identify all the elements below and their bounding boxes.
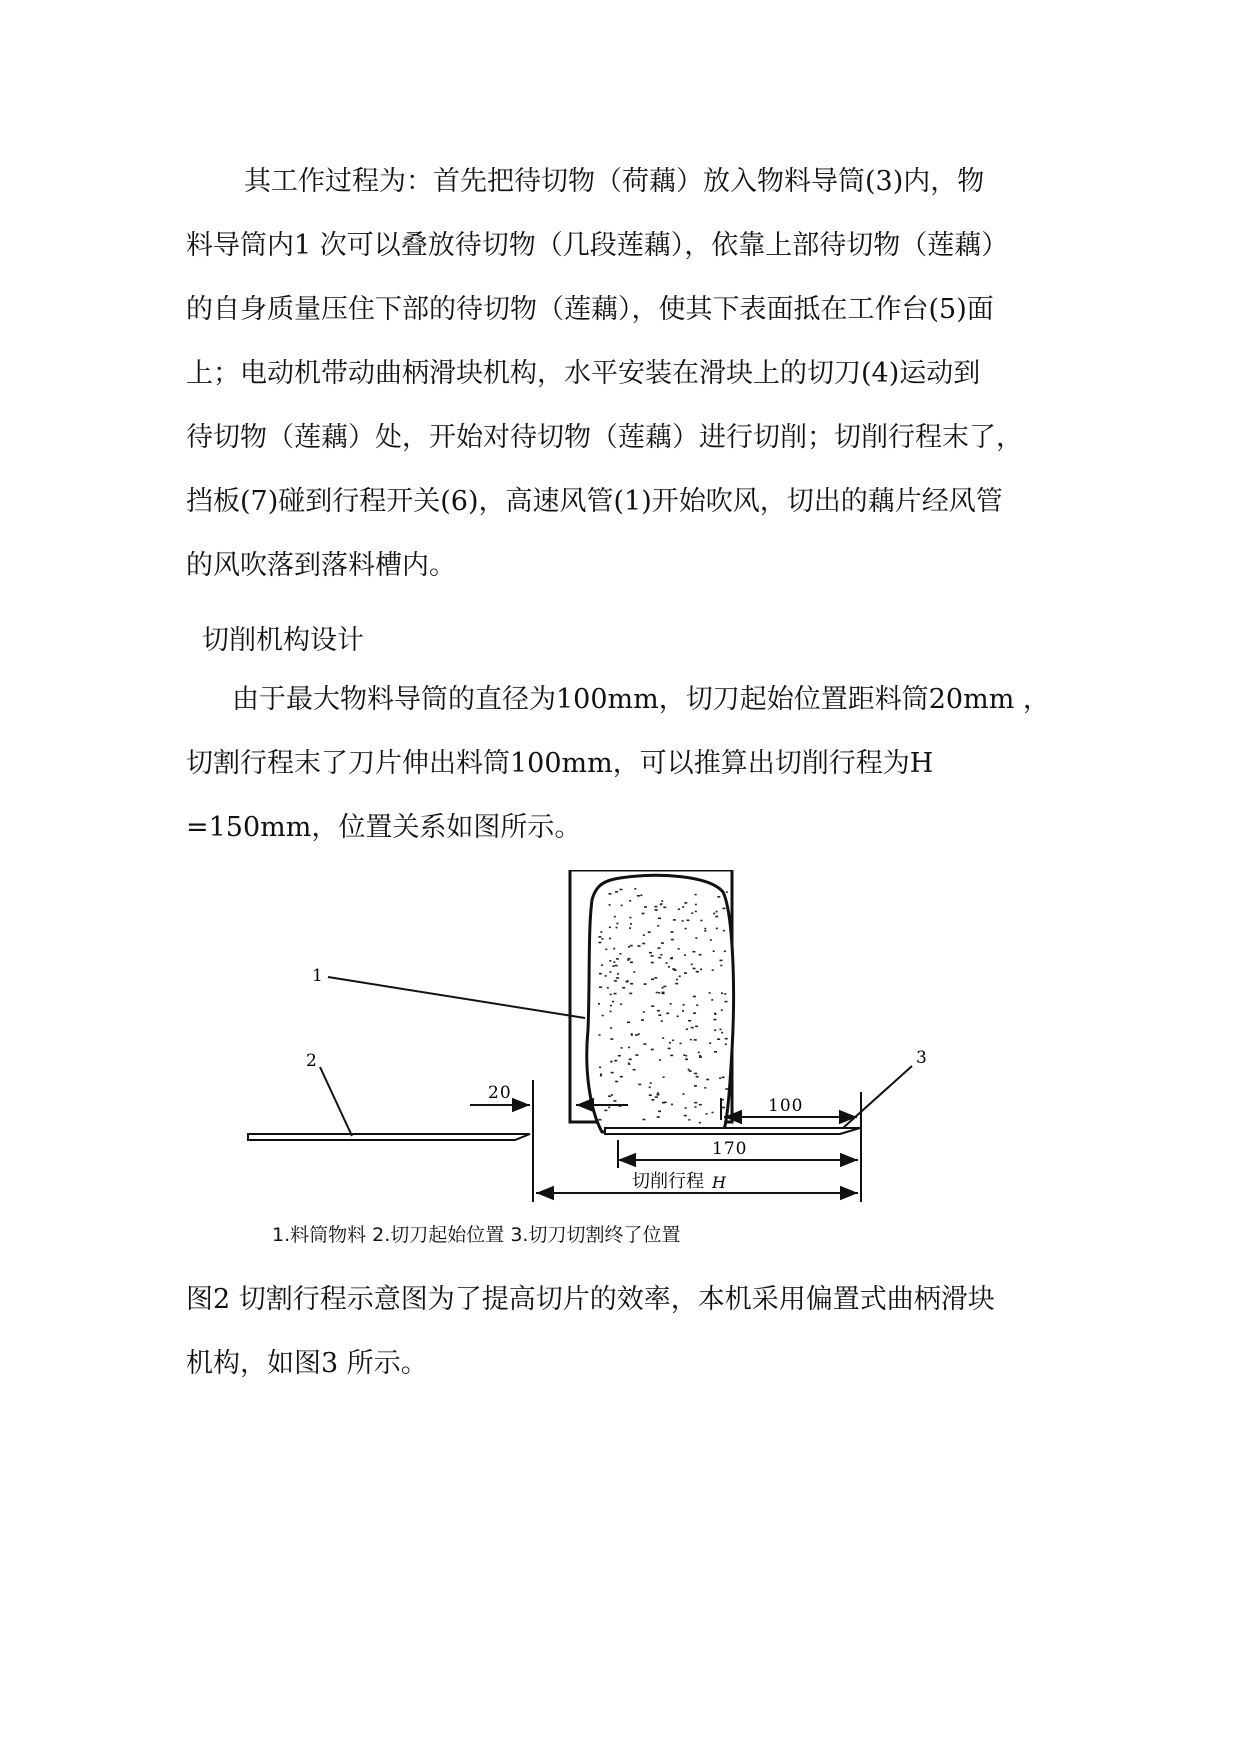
text-line: 图2 切割行程示意图为了提高切片的效率，本机采用偏置式曲柄滑块 — [186, 1284, 995, 1315]
label-3: 3 — [916, 1048, 928, 1068]
leader-3 — [843, 1066, 912, 1128]
label-1: 1 — [312, 966, 324, 986]
figure-caption: 1.料筒物料 2.切刀起始位置 3.切刀切割终了位置 — [272, 1224, 681, 1246]
text-line: 其工作过程为：首先把待切物（荷藕）放入物料导筒(3)内，物 — [244, 166, 985, 197]
cutter-start-position — [248, 1134, 530, 1140]
cutting-stroke-diagram — [240, 870, 960, 1215]
lotus-root-material — [587, 875, 734, 1132]
text-line: 的风吹落到落料槽内。 — [186, 550, 456, 581]
section-heading: 切削机构设计 — [202, 625, 364, 656]
text-line: 上；电动机带动曲柄滑块机构，水平安装在滑块上的切刀(4)运动到 — [186, 358, 981, 389]
label-2: 2 — [306, 1051, 318, 1071]
text-line: 机构，如图3 所示。 — [186, 1348, 428, 1379]
text-line: 挡板(7)碰到行程开关(6)，高速风管(1)开始吹风，切出的藕片经风管 — [186, 486, 1003, 517]
leader-2 — [320, 1067, 352, 1136]
text-line: 待切物（莲藕）处，开始对待切物（莲藕）进行切削；切削行程末了， — [186, 422, 1023, 453]
text-line: 的自身质量压住下部的待切物（莲藕），使其下表面抵在工作台(5)面 — [186, 294, 994, 325]
dim-170-label: 170 — [712, 1139, 748, 1159]
stroke-symbol: H — [712, 1173, 726, 1192]
dim-100-label: 100 — [768, 1096, 804, 1116]
text-line: 由于最大物料导筒的直径为100mm，切刀起始位置距料筒20mm ， — [232, 684, 1050, 715]
text-line: 料导筒内1 次可以叠放待切物（几段莲藕），依靠上部待切物（莲藕） — [186, 230, 1009, 261]
leader-1 — [328, 977, 585, 1018]
cutter-end-position — [605, 1128, 860, 1134]
stroke-label: 切削行程 — [632, 1171, 704, 1192]
dim-20-label: 20 — [488, 1083, 512, 1103]
text-line: =150mm，位置关系如图所示。 — [186, 812, 582, 843]
text-line: 切割行程末了刀片伸出料筒100mm，可以推算出切削行程为H — [186, 748, 934, 779]
